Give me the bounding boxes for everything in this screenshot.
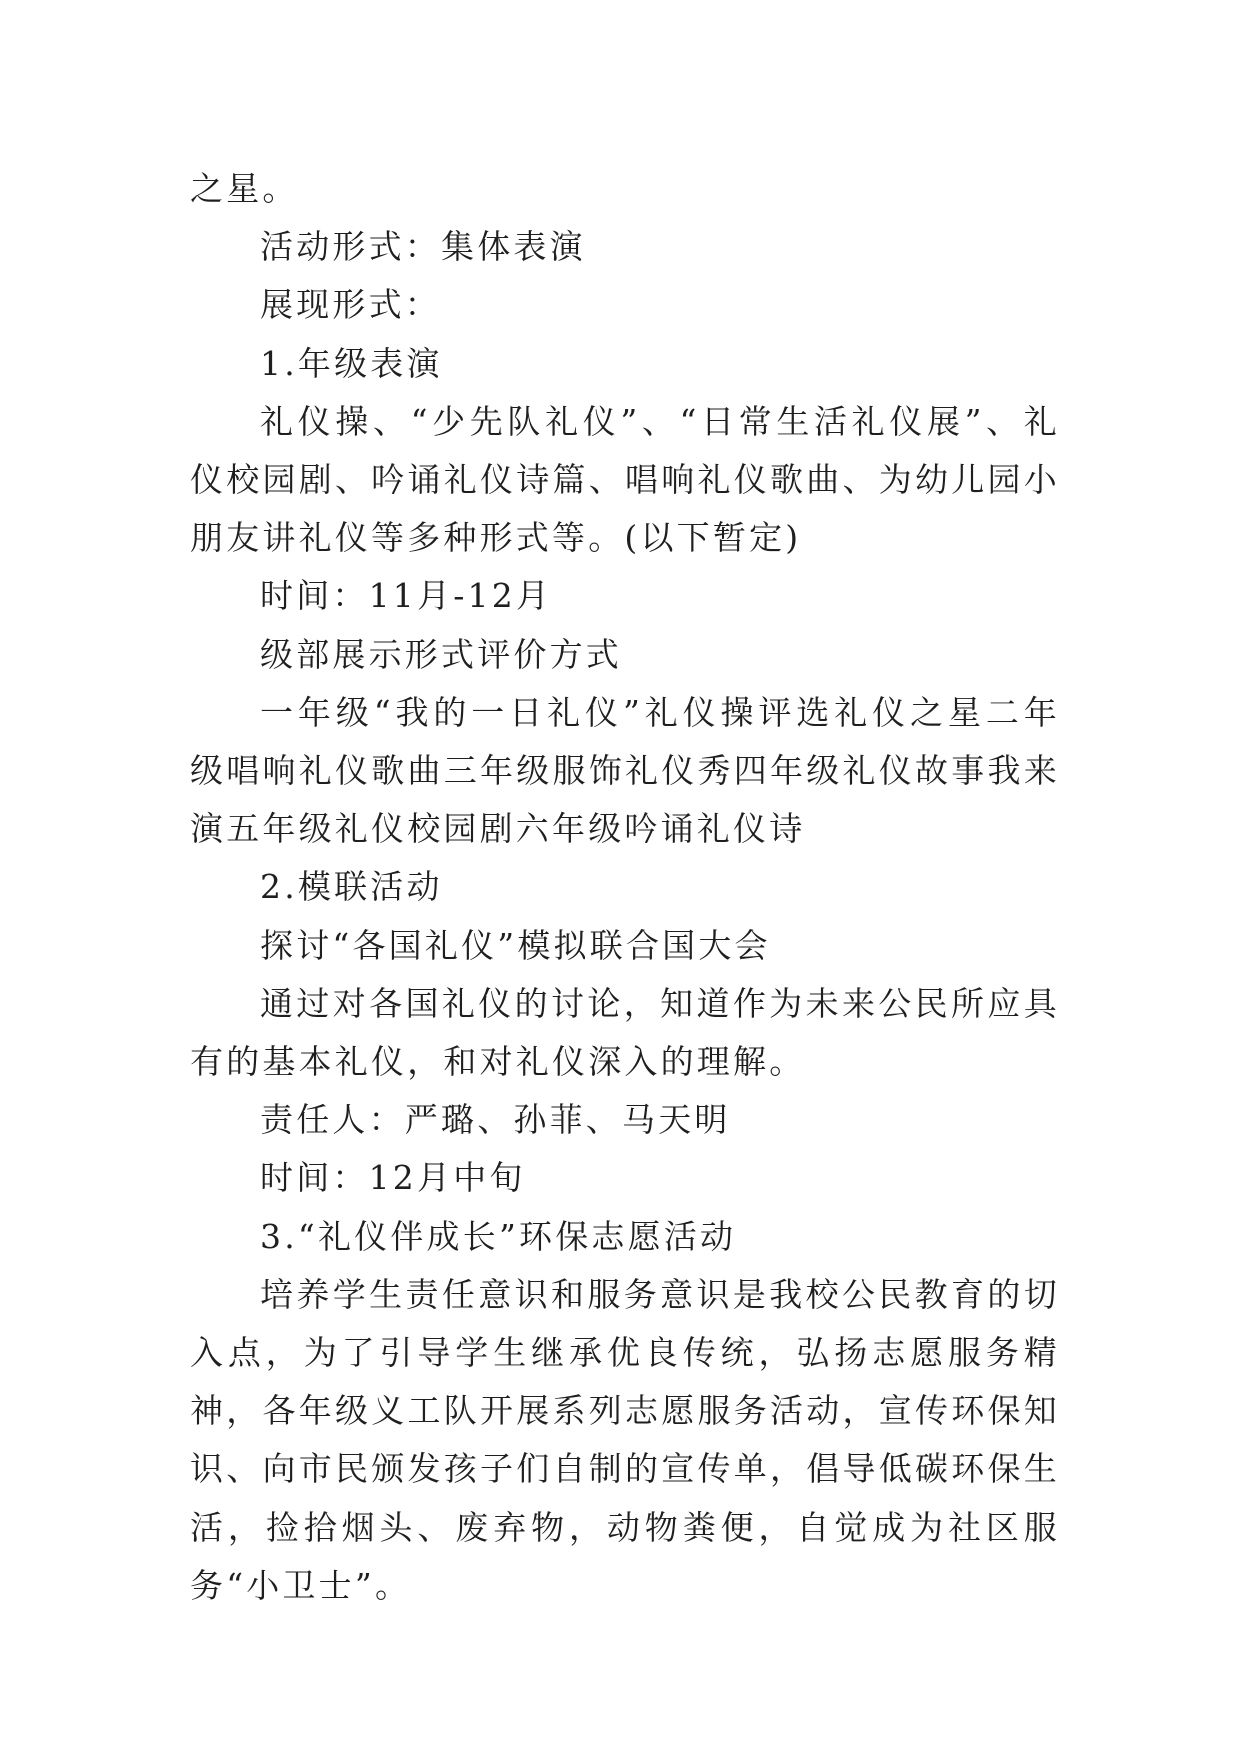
heading-model-un: 2.模联活动 — [260, 867, 443, 907]
document-body — [190, 160, 1060, 1615]
paragraph-eco-volunteer-detail: 培养学生责任意识和服务意识是我校公民教育的切入点，为了引导学生继承优良传统，弘扬志愿服务精神，各年级义工队开展系列志愿服务活动，宣传环保知识、向市民颁发孩子们自制的宣传单，倡导低碳环保生活，捡拾烟头、废弃物，动物粪便，自觉成为社区服务“小卫士”。 — [190, 1274, 1060, 1605]
heading-eco-volunteer: 3.“礼仪伴成长”环保志愿活动 — [260, 1216, 737, 1256]
paragraph-grade-activities: 一年级“我的一日礼仪”礼仪操评选礼仪之星二年级唱响礼仪歌曲三年级服饰礼仪秀四年级礼仪故事我来演五年级礼仪校园剧六年级吟诵礼仪诗 — [190, 692, 1060, 849]
paragraph-performance-forms: 礼仪操、“少先队礼仪”、“日常生活礼仪展”、礼仪校园剧、吟诵礼仪诗篇、唱响礼仪歌曲、为幼儿园小朋友讲礼仪等多种形式等。(以下暂定) — [190, 401, 1060, 558]
paragraph-time-nov-dec: 时间：11月-12月 — [260, 576, 553, 616]
paragraph-model-un-purpose: 通过对各国礼仪的讨论，知道作为未来公民所应具有的基本礼仪，和对礼仪深入的理解。 — [190, 983, 1060, 1082]
paragraph-presentation-form: 展现形式： — [260, 285, 441, 325]
paragraph-responsible-persons: 责任人：严璐、孙菲、马天明 — [260, 1100, 731, 1140]
paragraph-continuation: 之星。 — [190, 169, 299, 208]
paragraph-activity-form: 活动形式：集体表演 — [260, 227, 586, 267]
heading-grade-performance: 1.年级表演 — [260, 343, 443, 383]
paragraph-evaluation-title: 级部展示形式评价方式 — [260, 634, 622, 674]
paragraph-time-mid-dec: 时间：12月中旬 — [260, 1158, 526, 1198]
paragraph-model-un-topic: 探讨“各国礼仪”模拟联合国大会 — [260, 925, 771, 965]
